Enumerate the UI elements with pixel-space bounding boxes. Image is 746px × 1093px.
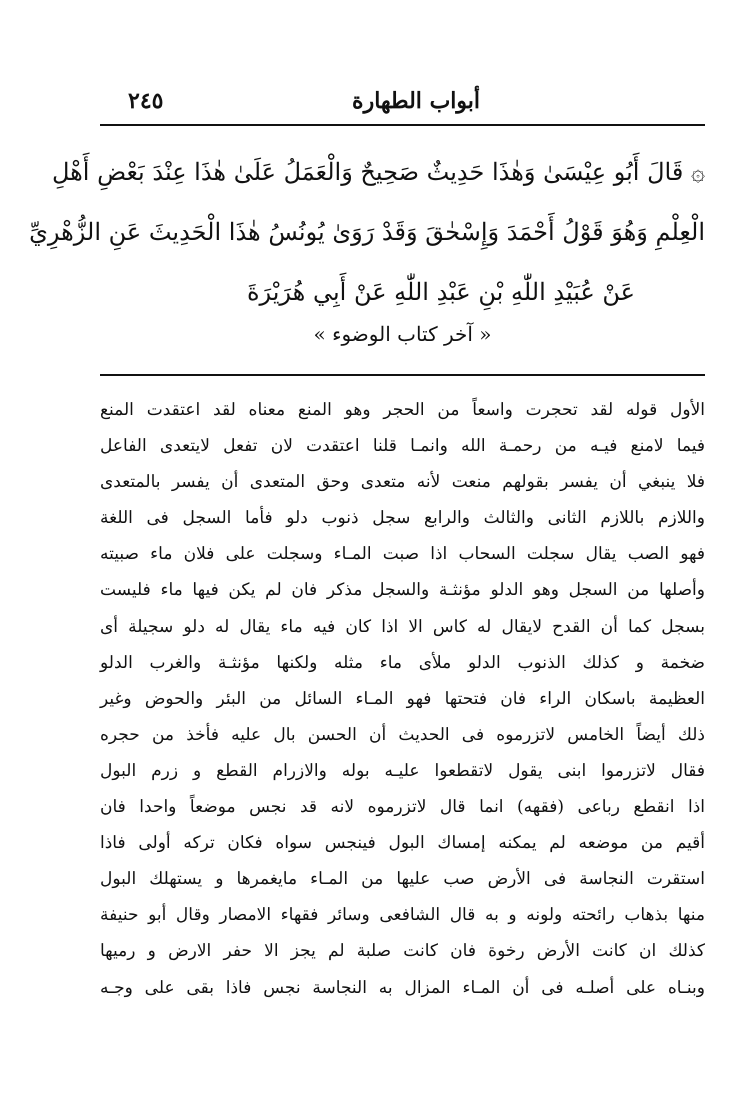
commentary-line: كذلك ان كانت الأرض رخوة فان كانت صلبة لم يجز الا حفر الارض و رميها bbox=[100, 941, 705, 962]
commentary-line: الأول قوله لقد تحجرت واسعاً من الحجر وهو المنع معناه لقد اعتقدت المنع bbox=[100, 400, 705, 420]
commentary-line: بسجل كما أن القدح لايقال له كاس الا اذا كان فيه ماء يقال له دلو سجيلة أى bbox=[100, 616, 705, 637]
commentary-line: وأصلها من السجل وهو الدلو مؤنثـة والسجل مذكر فان لم يكن فيها ماء فليست bbox=[100, 580, 705, 601]
commentary-line: فلا ينبغي أن يفسر بقولهم منعت لأنه متعدى وحق المتعدى أن يفسر بالمتعدى bbox=[100, 472, 705, 493]
hadith-line: عَنْ عُبَيْدِ اللّٰهِ بْنِ عَبْدِ اللّٰهِ عَنْ أَبِي هُرَيْرَةَ bbox=[246, 278, 635, 306]
commentary-line: ذلك أيضاً الخامس لاتزرموه فى الحديث أن الحسن بال عليه فأخذ من حجره bbox=[100, 724, 705, 745]
header-rule bbox=[100, 124, 705, 126]
commentary-line: فهو الصب يقال سجلت السحاب اذا صبت المـاء وسجلت على فلان ماء صبيته bbox=[100, 544, 705, 565]
commentary-divider bbox=[100, 374, 705, 376]
commentary-line: فقال لاتزرموا ابنى يقول لاتقطعوا عليـه بوله والازرام القطع و زرم البول bbox=[100, 760, 705, 781]
commentary-line: منها بذهاب رائحته ولونه و به قال الشافعى وسائر فقهاء الامصار وقال أبو حنيفة bbox=[100, 905, 705, 926]
hadith-line: ۞ قَالَ أَبُو عِيْسَىٰ وَهٰذَا حَدِيثٌ صَحِيحٌ وَالْعَمَلُ عَلَىٰ هٰذَا عِنْدَ بَعْضِ أَهْلِ bbox=[51, 158, 705, 186]
commentary-line: فيما لامنع فيـه من رحمـة الله وانمـا قلنا اعتقدت لان تفعل لايتعدى الفاعل bbox=[100, 436, 705, 457]
page-header bbox=[100, 86, 705, 122]
commentary-line: وبنـاه على أصلـه فى أن المـاء المزال به النجاسة نجس فاذا بقى على وجـه bbox=[100, 977, 705, 998]
page-number: ٢٤٥ bbox=[128, 88, 164, 114]
hadith-text bbox=[29, 142, 705, 322]
commentary-line: اذا انقطع رباعى (فقهه) انما قال لاتزرموه لانه قد نجس موضعاً واحدا فان bbox=[100, 797, 705, 818]
commentary-line: واللازم باللازم الثانى والثالث والرابع سجل ذنوب دلو فأما السجل فى اللغة bbox=[100, 508, 705, 529]
commentary-line: العظيمة باسكان الراء فان فتحتها فهو المـاء السائل من البئر والحوض وغير bbox=[100, 688, 705, 709]
running-title: أبواب الطهارة bbox=[352, 88, 480, 114]
commentary-line: استقرت النجاسة فى الأرض صب عليها من المـاء مايغمرها و يستهلك البول bbox=[100, 869, 705, 890]
hadith-line: الْعِلْمِ وَهُوَ قَوْلُ أَحْمَدَ وَإِسْحٰقَ وَقَدْ رَوَىٰ يُونُسُ هٰذَا الْحَدِيثَ عَنِ الزُّهْرِيِّ bbox=[29, 218, 705, 246]
commentary-text bbox=[100, 392, 705, 1006]
section-end-note: « آخر كتاب الوضوء » bbox=[313, 322, 492, 346]
commentary-line: أقيم من موضعه لم يمكنه إمساك البول فينجس سواه فكان تركه أولى فاذا bbox=[100, 833, 705, 854]
commentary-line: ضخمة و كذلك الذنوب الدلو ملأى ماء مثله ولكنها مؤنثـة والغرب الدلو bbox=[100, 652, 705, 673]
